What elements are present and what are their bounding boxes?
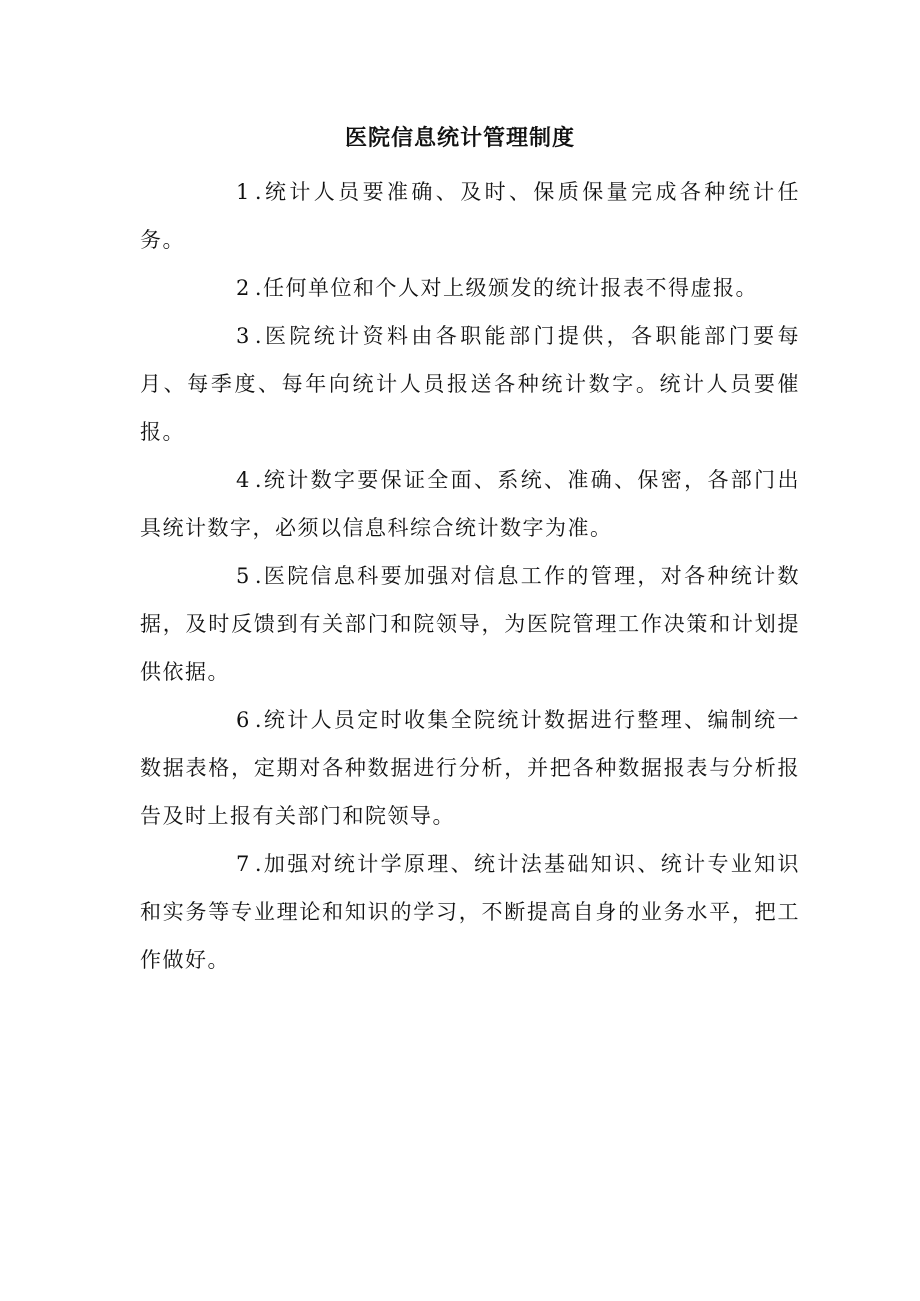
- document-title: 医院信息统计管理制度: [344, 125, 575, 151]
- paragraph-text: .统计人员定时收集全院统计数据进行整理、编制统一数据表格，定期对各种数据进行分析，并把各种数据报表与分析报告及时上报有关部门和院领导。: [140, 708, 800, 828]
- paragraph-number: 2: [236, 276, 251, 300]
- paragraph-6: [140, 696, 800, 840]
- paragraph-number: 3: [236, 324, 251, 348]
- paragraph-5: [140, 552, 800, 696]
- paragraph-text: .任何单位和个人对上级颁发的统计报表不得虚报。: [254, 276, 759, 300]
- paragraph-text: .医院统计资料由各职能部门提供，各职能部门要每月、每季度、每年向统计人员报送各种统计数字。统计人员要催报。: [140, 324, 800, 444]
- document-body: [140, 168, 800, 984]
- paragraph-4: [140, 456, 800, 552]
- paragraph-3: [140, 312, 800, 456]
- paragraph-number: 4: [236, 468, 251, 492]
- paragraph-2: [140, 264, 800, 312]
- paragraph-1: [140, 168, 800, 264]
- paragraph-number: 6: [236, 708, 251, 732]
- paragraph-7: [140, 840, 800, 984]
- paragraph-number: 1: [236, 180, 251, 204]
- paragraph-text: .统计人员要准确、及时、保质保量完成各种统计任务。: [140, 180, 800, 252]
- paragraph-number: 7: [236, 852, 251, 876]
- paragraph-text: .医院信息科要加强对信息工作的管理，对各种统计数据，及时反馈到有关部门和院领导，为医院管理工作决策和计划提供依据。: [140, 564, 800, 684]
- paragraph-text: .统计数字要保证全面、系统、准确、保密，各部门出具统计数字，必须以信息科综合统计数字为准。: [140, 468, 800, 540]
- paragraph-text: .加强对统计学原理、统计法基础知识、统计专业知识和实务等专业理论和知识的学习，不断提高自身的业务水平，把工作做好。: [140, 852, 800, 972]
- paragraph-number: 5: [236, 564, 251, 588]
